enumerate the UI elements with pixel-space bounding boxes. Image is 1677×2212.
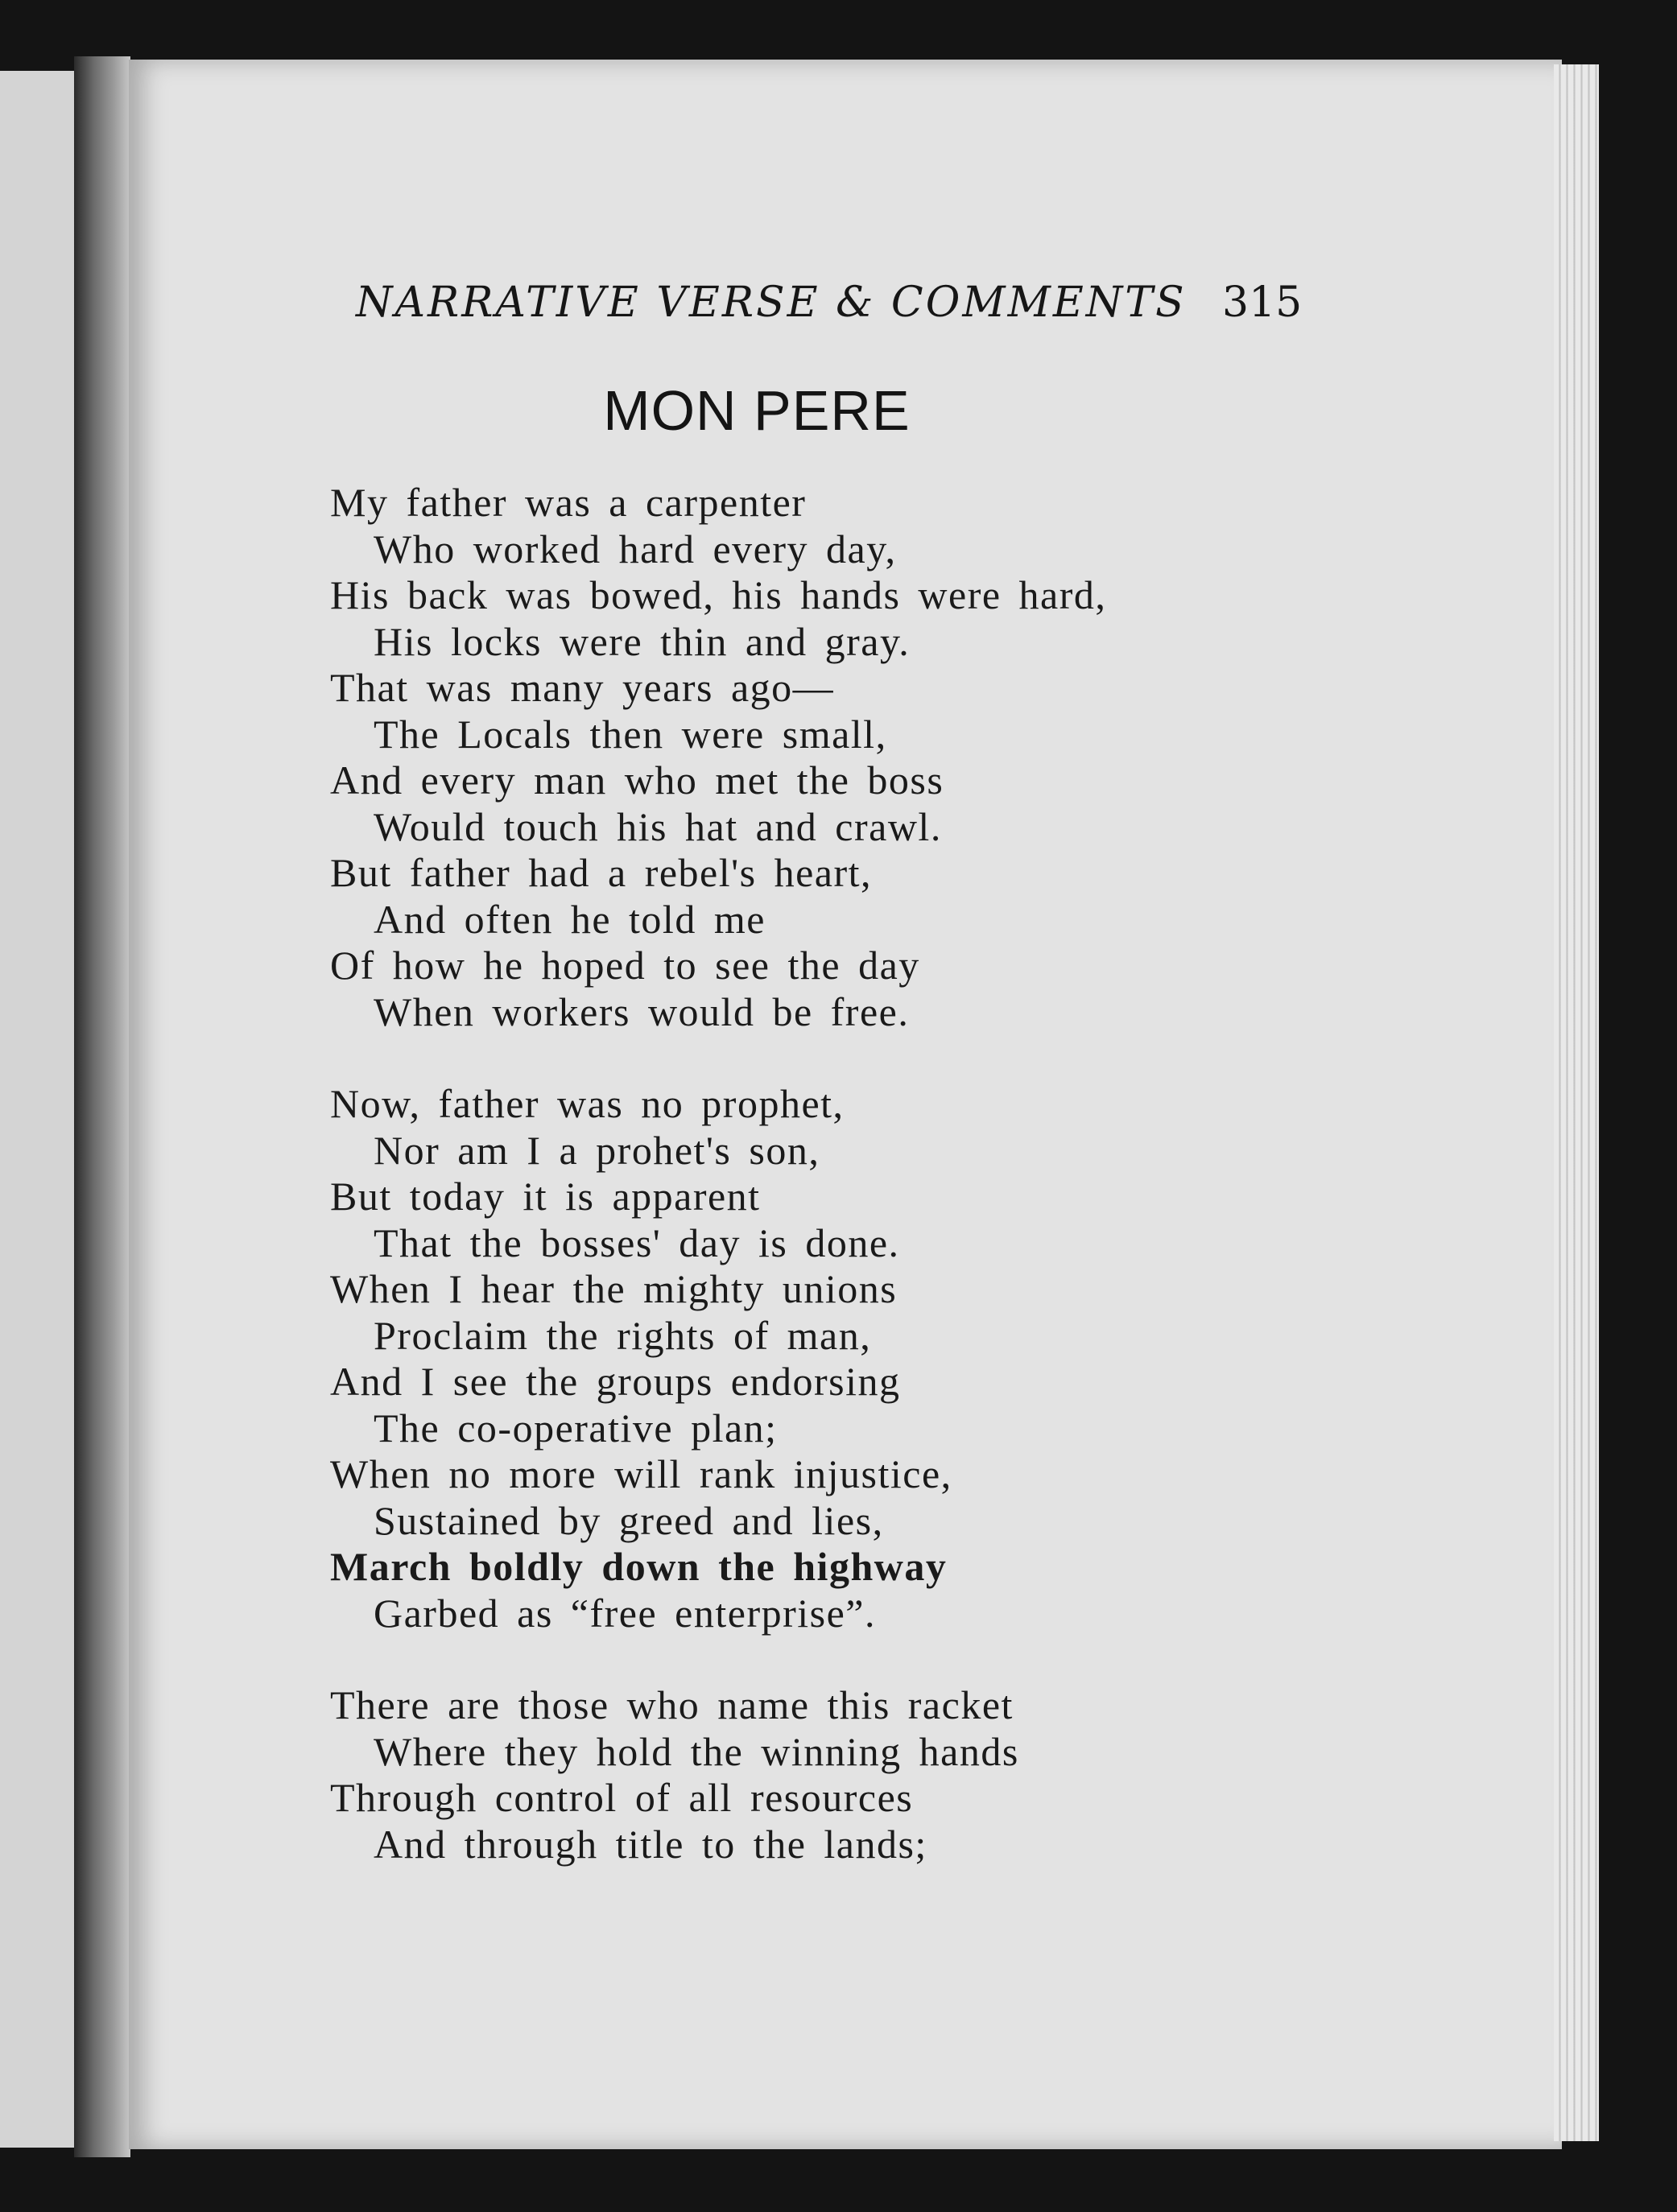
poem-line: When I hear the mighty unions [330,1266,898,1311]
poem-line: The Locals then were small, [374,711,887,757]
poem-title: MON PERE [603,379,911,442]
poem-line: Sustained by greed and lies, [374,1497,884,1543]
poem-line: The co-operative plan; [374,1405,778,1451]
poem-line: That was many years ago— [330,665,835,710]
book-gutter [74,56,130,2157]
poem-line: And I see the groups endorsing [330,1359,901,1404]
poem-line: Through control of all resources [330,1775,914,1820]
poem-line: My father was a carpenter [330,480,807,525]
page-edges [1554,64,1599,2141]
poem-line: But today it is apparent [330,1174,761,1219]
poem-line: And every man who met the boss [330,757,944,803]
left-page-edge [0,71,74,2148]
poem-line: But father had a rebel's heart, [330,850,873,895]
poem-line: His locks were thin and gray. [374,618,911,664]
poem-line: His back was bowed, his hands were hard, [330,572,1107,617]
poem-line: Would touch his hat and crawl. [374,803,942,849]
poem-line: When workers would be free. [374,988,910,1034]
stanza-1 [330,480,1377,1035]
poem-line: And through title to the lands; [374,1821,927,1867]
poem-line: There are those who name this racket [330,1682,1014,1727]
poem-body [330,480,1377,1913]
page-number: 315 [1222,279,1303,327]
poem-line: Where they hold the winning hands [374,1728,1019,1774]
poem-line: That the bosses' day is done. [374,1219,900,1265]
stanza-2 [330,1081,1377,1636]
running-head: NARRATIVE VERSE & COMMENTS [356,279,1187,327]
poem-line: Proclaim the rights of man, [374,1312,872,1358]
poem-line: Now, father was no prophet, [330,1081,845,1126]
poem-line: Who worked hard every day, [374,526,897,572]
poem-line: And often he told me [374,896,766,942]
poem-line: Of how he hoped to see the day [330,943,920,988]
poem-line: Nor am I a prohet's son, [374,1127,820,1173]
poem-line: When no more will rank injustice, [330,1451,952,1496]
poem-line: March boldly down the highway [330,1544,948,1589]
poem-line: Garbed as “free enterprise”. [374,1590,876,1636]
stanza-3 [330,1682,1377,1867]
